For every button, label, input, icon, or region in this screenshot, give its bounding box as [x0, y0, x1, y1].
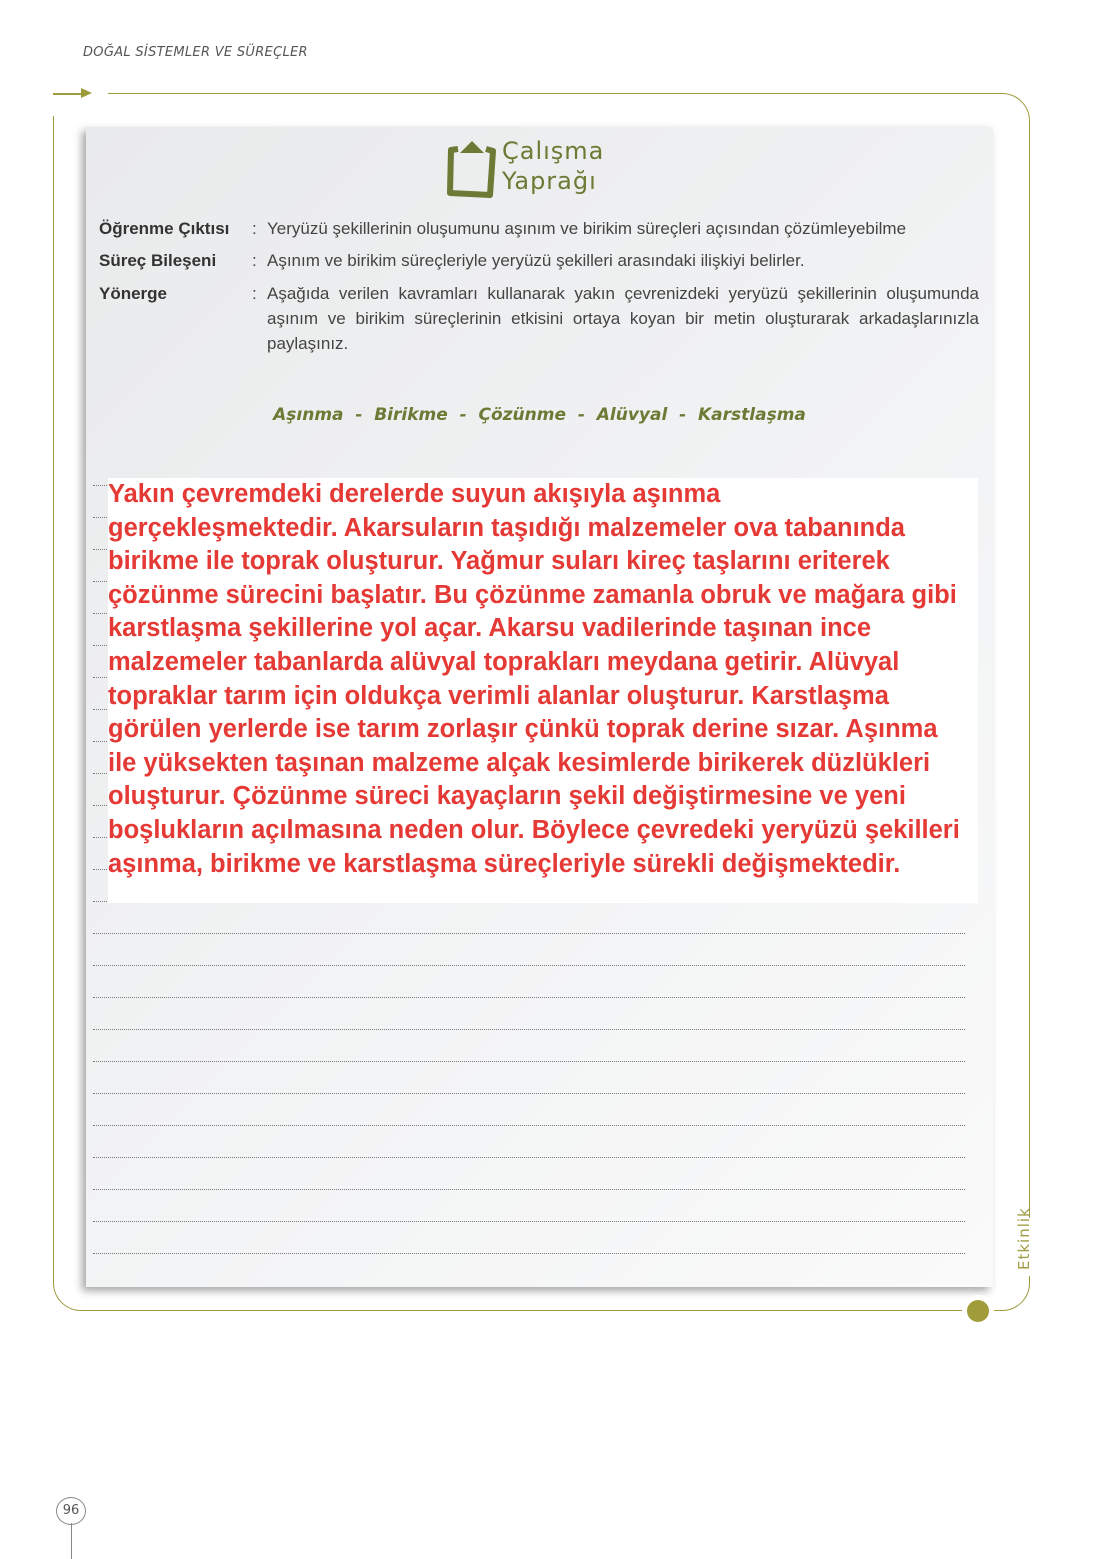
- answer-line: karstlaşma şekillerine yol açar. Akarsu vadilerinde taşınan ince: [108, 614, 872, 643]
- answer-text[interactable]: [108, 478, 978, 903]
- writing-line: [93, 1189, 965, 1190]
- answer-line: topraklar tarım için oldukça verimli alanlar oluşturur. Karstlaşma: [108, 681, 889, 710]
- writing-line: [93, 1093, 965, 1094]
- writing-line: [93, 1029, 965, 1030]
- writing-line: [93, 933, 965, 934]
- title-line: Çalışma: [502, 137, 605, 165]
- colon: :: [252, 219, 257, 238]
- answer-line: birikme ile toprak oluşturur. Yağmur suları kireç taşlarını eriterek: [108, 547, 890, 576]
- answer-line: boşlukların açılmasına neden olur. Böylece çevredeki yeryüzü şekilleri: [108, 816, 960, 844]
- page-number: 96: [56, 1497, 86, 1525]
- row-value: Aşınım ve birikim süreçleriyle yeryüzü şekilleri arasındaki ilişkiyi belirler.: [267, 251, 805, 270]
- corner-dot: [967, 1300, 989, 1322]
- title-line: Yaprağı: [502, 167, 597, 195]
- writing-line: [93, 1157, 965, 1158]
- page-line: [71, 1523, 72, 1559]
- answer-line: çözünme sürecini başlatır. Bu çözünme zamanla obruk ve mağara gibi: [108, 580, 957, 609]
- colon: :: [252, 251, 257, 270]
- answer-line: aşınma, birikme ve karstlaşma süreçleriyle sürekli değişmektedir.: [108, 849, 901, 878]
- section-header: DOĞAL SİSTEMLER VE SÜREÇLER: [83, 45, 308, 60]
- answer-line: Yakın çevremdeki derelerde suyun akışıyla aşınma: [108, 480, 721, 508]
- worksheet-title: [502, 136, 604, 196]
- writing-line: [93, 1125, 965, 1126]
- arrow-head-icon: [81, 88, 92, 98]
- writing-line: [93, 965, 965, 966]
- arrow-icon: [53, 93, 83, 95]
- row-label: Yönerge: [99, 284, 168, 303]
- row-label: Öğrenme Çıktısı: [99, 219, 230, 238]
- side-tab-label: Etkinlik: [1015, 1207, 1033, 1270]
- row-value: Yeryüzü şekillerinin oluşumunu aşınım ve birikim süreçleri açısından çözümleyebilme: [267, 219, 907, 238]
- frame-gap: [50, 85, 108, 99]
- answer-line: görülen yerlerde ise tarım zorlaşır çünkü toprak derine sızar. Aşınma: [108, 715, 938, 744]
- row-label: Süreç Bileşeni: [99, 251, 217, 270]
- concept-list: Aşınma - Birikme - Çözünme - Alüvyal - Karstlaşma: [273, 405, 806, 425]
- row-value: Aşağıda verilen kavramları kullanarak yakın çevrenizdeki yeryüzü şekillerinin oluşumunda aşınım ve birikim süreçlerinin etkisini ortaya koyan bir metin oluşturarak arkadaşlarınızla paylaşınız.: [267, 284, 979, 353]
- clipboard-icon: [446, 137, 498, 199]
- side-tab: [1009, 1207, 1049, 1276]
- answer-line: ile yüksekten taşınan malzeme alçak kesimlerde birikerek düzlükleri: [108, 748, 931, 777]
- answer-line: gerçekleşmektedir. Akarsuların taşıdığı malzemeler ova tabanında: [108, 513, 905, 542]
- writing-line: [93, 997, 965, 998]
- answer-line: malzemeler tabanlarda alüvyal toprakları meydana getirir. Alüvyal: [108, 648, 900, 676]
- writing-line: [93, 1253, 965, 1254]
- colon: :: [252, 284, 257, 303]
- frame-gap: [48, 94, 58, 116]
- writing-line: [93, 1061, 965, 1062]
- writing-line: [93, 1221, 965, 1222]
- answer-line: oluşturur. Çözünme süreci kayaçların şekil değiştirmesine ve yeni: [108, 782, 906, 811]
